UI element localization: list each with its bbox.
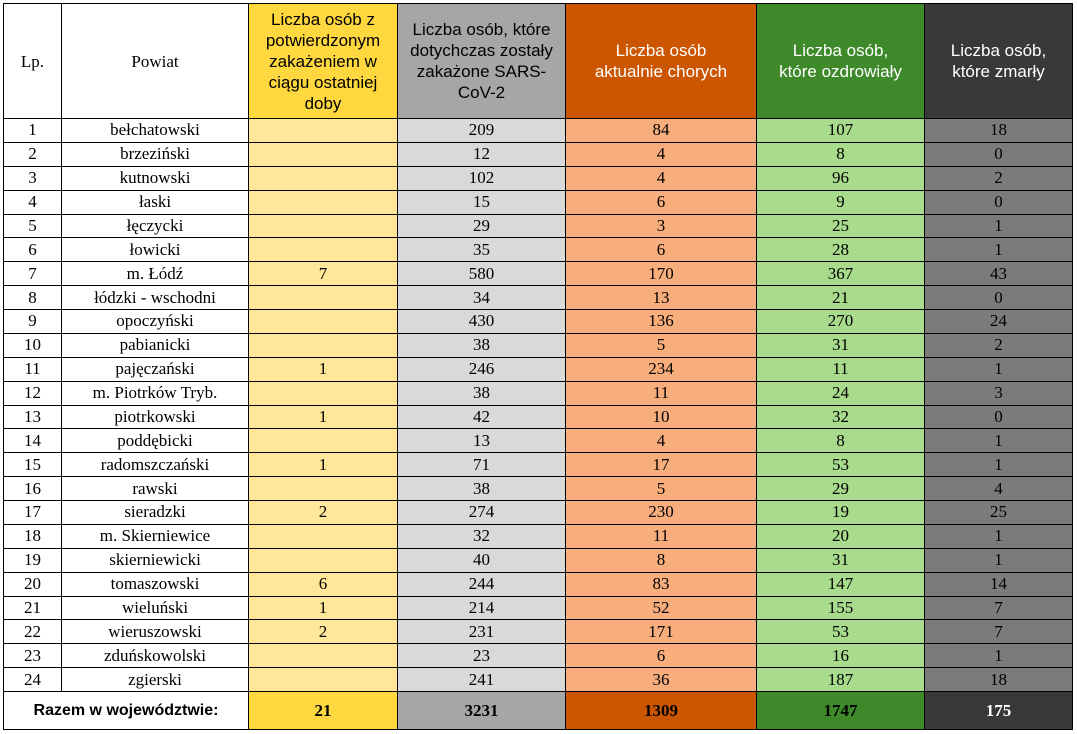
cell-deceased: 0 xyxy=(925,286,1073,310)
cell-powiat: piotrkowski xyxy=(62,405,249,429)
totals-row xyxy=(4,692,1073,730)
totals-infected: 3231 xyxy=(398,692,566,730)
cell-sick: 136 xyxy=(566,310,757,334)
cell-lp: 18 xyxy=(4,524,62,548)
cell-lp: 17 xyxy=(4,501,62,525)
cell-deceased: 24 xyxy=(925,310,1073,334)
cell-new-cases: 1 xyxy=(249,596,398,620)
cell-sick: 4 xyxy=(566,429,757,453)
cell-sick: 11 xyxy=(566,381,757,405)
cell-powiat: radomszczański xyxy=(62,453,249,477)
cell-sick: 84 xyxy=(566,119,757,143)
cell-new-cases: 6 xyxy=(249,572,398,596)
cell-recovered: 53 xyxy=(757,453,925,477)
cell-powiat: zgierski xyxy=(62,668,249,692)
cell-powiat: wieruszowski xyxy=(62,620,249,644)
cell-powiat: łowicki xyxy=(62,238,249,262)
cell-lp: 9 xyxy=(4,310,62,334)
cell-powiat: rawski xyxy=(62,477,249,501)
table-row xyxy=(4,477,1073,501)
cell-new-cases xyxy=(249,381,398,405)
cell-recovered: 19 xyxy=(757,501,925,525)
cell-sick: 83 xyxy=(566,572,757,596)
cell-lp: 11 xyxy=(4,357,62,381)
cell-deceased: 1 xyxy=(925,524,1073,548)
cell-lp: 1 xyxy=(4,119,62,143)
cell-new-cases: 1 xyxy=(249,405,398,429)
cell-lp: 21 xyxy=(4,596,62,620)
cell-new-cases xyxy=(249,310,398,334)
table-row xyxy=(4,524,1073,548)
cell-new-cases xyxy=(249,429,398,453)
cell-powiat: m. Skierniewice xyxy=(62,524,249,548)
cell-infected: 71 xyxy=(398,453,566,477)
cell-deceased: 1 xyxy=(925,429,1073,453)
cell-deceased: 7 xyxy=(925,596,1073,620)
cell-infected: 244 xyxy=(398,572,566,596)
cell-infected: 35 xyxy=(398,238,566,262)
header-powiat: Powiat xyxy=(62,4,249,119)
table-body xyxy=(4,119,1073,692)
cell-deceased: 1 xyxy=(925,644,1073,668)
cell-sick: 5 xyxy=(566,477,757,501)
cell-powiat: pabianicki xyxy=(62,333,249,357)
cell-new-cases xyxy=(249,286,398,310)
cell-new-cases xyxy=(249,644,398,668)
cell-new-cases xyxy=(249,119,398,143)
cell-recovered: 147 xyxy=(757,572,925,596)
cell-deceased: 1 xyxy=(925,357,1073,381)
cell-deceased: 7 xyxy=(925,620,1073,644)
table-row xyxy=(4,310,1073,334)
cell-recovered: 29 xyxy=(757,477,925,501)
table-row xyxy=(4,262,1073,286)
cell-recovered: 53 xyxy=(757,620,925,644)
cell-lp: 23 xyxy=(4,644,62,668)
table-row xyxy=(4,453,1073,477)
cell-deceased: 1 xyxy=(925,238,1073,262)
cell-powiat: tomaszowski xyxy=(62,572,249,596)
table-row xyxy=(4,644,1073,668)
cell-powiat: łaski xyxy=(62,190,249,214)
cell-new-cases: 2 xyxy=(249,501,398,525)
totals-recovered: 1747 xyxy=(757,692,925,730)
cell-deceased: 1 xyxy=(925,453,1073,477)
cell-new-cases: 1 xyxy=(249,453,398,477)
cell-recovered: 24 xyxy=(757,381,925,405)
cell-new-cases xyxy=(249,190,398,214)
cell-powiat: m. Łódź xyxy=(62,262,249,286)
cell-sick: 3 xyxy=(566,214,757,238)
table-row xyxy=(4,333,1073,357)
cell-lp: 7 xyxy=(4,262,62,286)
table-row xyxy=(4,620,1073,644)
covid-powiat-table xyxy=(3,3,1073,730)
cell-infected: 15 xyxy=(398,190,566,214)
table-row xyxy=(4,668,1073,692)
cell-recovered: 155 xyxy=(757,596,925,620)
cell-deceased: 18 xyxy=(925,668,1073,692)
table-row xyxy=(4,572,1073,596)
cell-lp: 22 xyxy=(4,620,62,644)
table-row xyxy=(4,142,1073,166)
cell-new-cases xyxy=(249,668,398,692)
cell-new-cases xyxy=(249,333,398,357)
cell-deceased: 0 xyxy=(925,190,1073,214)
cell-sick: 6 xyxy=(566,190,757,214)
cell-infected: 29 xyxy=(398,214,566,238)
cell-new-cases xyxy=(249,142,398,166)
cell-recovered: 20 xyxy=(757,524,925,548)
cell-lp: 14 xyxy=(4,429,62,453)
cell-deceased: 2 xyxy=(925,166,1073,190)
cell-infected: 246 xyxy=(398,357,566,381)
cell-new-cases: 7 xyxy=(249,262,398,286)
cell-sick: 4 xyxy=(566,142,757,166)
cell-deceased: 1 xyxy=(925,548,1073,572)
header-row xyxy=(4,4,1073,119)
cell-recovered: 11 xyxy=(757,357,925,381)
cell-infected: 214 xyxy=(398,596,566,620)
cell-new-cases xyxy=(249,214,398,238)
cell-sick: 6 xyxy=(566,238,757,262)
totals-sick: 1309 xyxy=(566,692,757,730)
cell-infected: 231 xyxy=(398,620,566,644)
table-row xyxy=(4,166,1073,190)
cell-lp: 3 xyxy=(4,166,62,190)
cell-sick: 13 xyxy=(566,286,757,310)
cell-lp: 2 xyxy=(4,142,62,166)
cell-recovered: 96 xyxy=(757,166,925,190)
cell-deceased: 2 xyxy=(925,333,1073,357)
cell-new-cases xyxy=(249,548,398,572)
cell-new-cases: 2 xyxy=(249,620,398,644)
table-row xyxy=(4,501,1073,525)
table-row xyxy=(4,381,1073,405)
table-row xyxy=(4,286,1073,310)
cell-lp: 13 xyxy=(4,405,62,429)
cell-infected: 38 xyxy=(398,333,566,357)
cell-infected: 42 xyxy=(398,405,566,429)
cell-sick: 52 xyxy=(566,596,757,620)
cell-powiat: łódzki - wschodni xyxy=(62,286,249,310)
cell-powiat: wieluński xyxy=(62,596,249,620)
table-row xyxy=(4,429,1073,453)
cell-powiat: brzeziński xyxy=(62,142,249,166)
cell-new-cases xyxy=(249,524,398,548)
totals-new-cases: 21 xyxy=(249,692,398,730)
cell-lp: 24 xyxy=(4,668,62,692)
cell-lp: 4 xyxy=(4,190,62,214)
cell-infected: 13 xyxy=(398,429,566,453)
cell-recovered: 21 xyxy=(757,286,925,310)
cell-infected: 38 xyxy=(398,477,566,501)
cell-lp: 15 xyxy=(4,453,62,477)
header-new-cases: Liczba osób z potwierdzonym zakażeniem w ciągu ostatniej doby xyxy=(249,4,398,119)
table-row xyxy=(4,596,1073,620)
cell-deceased: 0 xyxy=(925,142,1073,166)
cell-new-cases: 1 xyxy=(249,357,398,381)
cell-recovered: 32 xyxy=(757,405,925,429)
cell-infected: 209 xyxy=(398,119,566,143)
cell-lp: 10 xyxy=(4,333,62,357)
cell-sick: 171 xyxy=(566,620,757,644)
cell-recovered: 28 xyxy=(757,238,925,262)
cell-sick: 11 xyxy=(566,524,757,548)
cell-infected: 32 xyxy=(398,524,566,548)
header-infected-total: Liczba osób, które dotychczas zostały zakażone SARS-CoV-2 xyxy=(398,4,566,119)
cell-powiat: kutnowski xyxy=(62,166,249,190)
cell-recovered: 107 xyxy=(757,119,925,143)
cell-sick: 4 xyxy=(566,166,757,190)
cell-deceased: 43 xyxy=(925,262,1073,286)
header-currently-sick: Liczba osób aktualnie chorych xyxy=(566,4,757,119)
cell-sick: 17 xyxy=(566,453,757,477)
cell-deceased: 1 xyxy=(925,214,1073,238)
header-lp: Lp. xyxy=(4,4,62,119)
cell-infected: 34 xyxy=(398,286,566,310)
cell-recovered: 270 xyxy=(757,310,925,334)
cell-lp: 8 xyxy=(4,286,62,310)
cell-deceased: 3 xyxy=(925,381,1073,405)
cell-lp: 19 xyxy=(4,548,62,572)
cell-new-cases xyxy=(249,238,398,262)
cell-sick: 8 xyxy=(566,548,757,572)
cell-new-cases xyxy=(249,477,398,501)
cell-recovered: 31 xyxy=(757,333,925,357)
cell-powiat: m. Piotrków Tryb. xyxy=(62,381,249,405)
cell-recovered: 8 xyxy=(757,429,925,453)
cell-infected: 102 xyxy=(398,166,566,190)
cell-infected: 241 xyxy=(398,668,566,692)
cell-powiat: łęczycki xyxy=(62,214,249,238)
totals-label: Razem w województwie: xyxy=(4,692,249,730)
cell-lp: 20 xyxy=(4,572,62,596)
cell-deceased: 25 xyxy=(925,501,1073,525)
cell-powiat: poddębicki xyxy=(62,429,249,453)
cell-recovered: 8 xyxy=(757,142,925,166)
header-recovered: Liczba osób, które ozdrowiały xyxy=(757,4,925,119)
table-row xyxy=(4,119,1073,143)
cell-lp: 12 xyxy=(4,381,62,405)
cell-sick: 6 xyxy=(566,644,757,668)
cell-sick: 36 xyxy=(566,668,757,692)
cell-infected: 430 xyxy=(398,310,566,334)
cell-powiat: bełchatowski xyxy=(62,119,249,143)
cell-infected: 40 xyxy=(398,548,566,572)
table-row xyxy=(4,548,1073,572)
cell-powiat: sieradzki xyxy=(62,501,249,525)
cell-sick: 170 xyxy=(566,262,757,286)
cell-lp: 5 xyxy=(4,214,62,238)
cell-lp: 16 xyxy=(4,477,62,501)
cell-deceased: 0 xyxy=(925,405,1073,429)
cell-infected: 580 xyxy=(398,262,566,286)
cell-recovered: 9 xyxy=(757,190,925,214)
table-row xyxy=(4,405,1073,429)
table-row xyxy=(4,238,1073,262)
cell-deceased: 4 xyxy=(925,477,1073,501)
totals-deceased: 175 xyxy=(925,692,1073,730)
cell-deceased: 14 xyxy=(925,572,1073,596)
cell-recovered: 367 xyxy=(757,262,925,286)
cell-sick: 5 xyxy=(566,333,757,357)
cell-sick: 234 xyxy=(566,357,757,381)
cell-powiat: pajęczański xyxy=(62,357,249,381)
table-row xyxy=(4,357,1073,381)
cell-sick: 230 xyxy=(566,501,757,525)
cell-infected: 12 xyxy=(398,142,566,166)
cell-infected: 23 xyxy=(398,644,566,668)
cell-recovered: 187 xyxy=(757,668,925,692)
cell-powiat: skierniewicki xyxy=(62,548,249,572)
table-row xyxy=(4,190,1073,214)
cell-deceased: 18 xyxy=(925,119,1073,143)
cell-sick: 10 xyxy=(566,405,757,429)
cell-recovered: 31 xyxy=(757,548,925,572)
cell-powiat: opoczyński xyxy=(62,310,249,334)
header-deceased: Liczba osób, które zmarły xyxy=(925,4,1073,119)
cell-lp: 6 xyxy=(4,238,62,262)
table-row xyxy=(4,214,1073,238)
cell-infected: 274 xyxy=(398,501,566,525)
cell-new-cases xyxy=(249,166,398,190)
cell-recovered: 16 xyxy=(757,644,925,668)
cell-powiat: zduńskowolski xyxy=(62,644,249,668)
cell-infected: 38 xyxy=(398,381,566,405)
cell-recovered: 25 xyxy=(757,214,925,238)
